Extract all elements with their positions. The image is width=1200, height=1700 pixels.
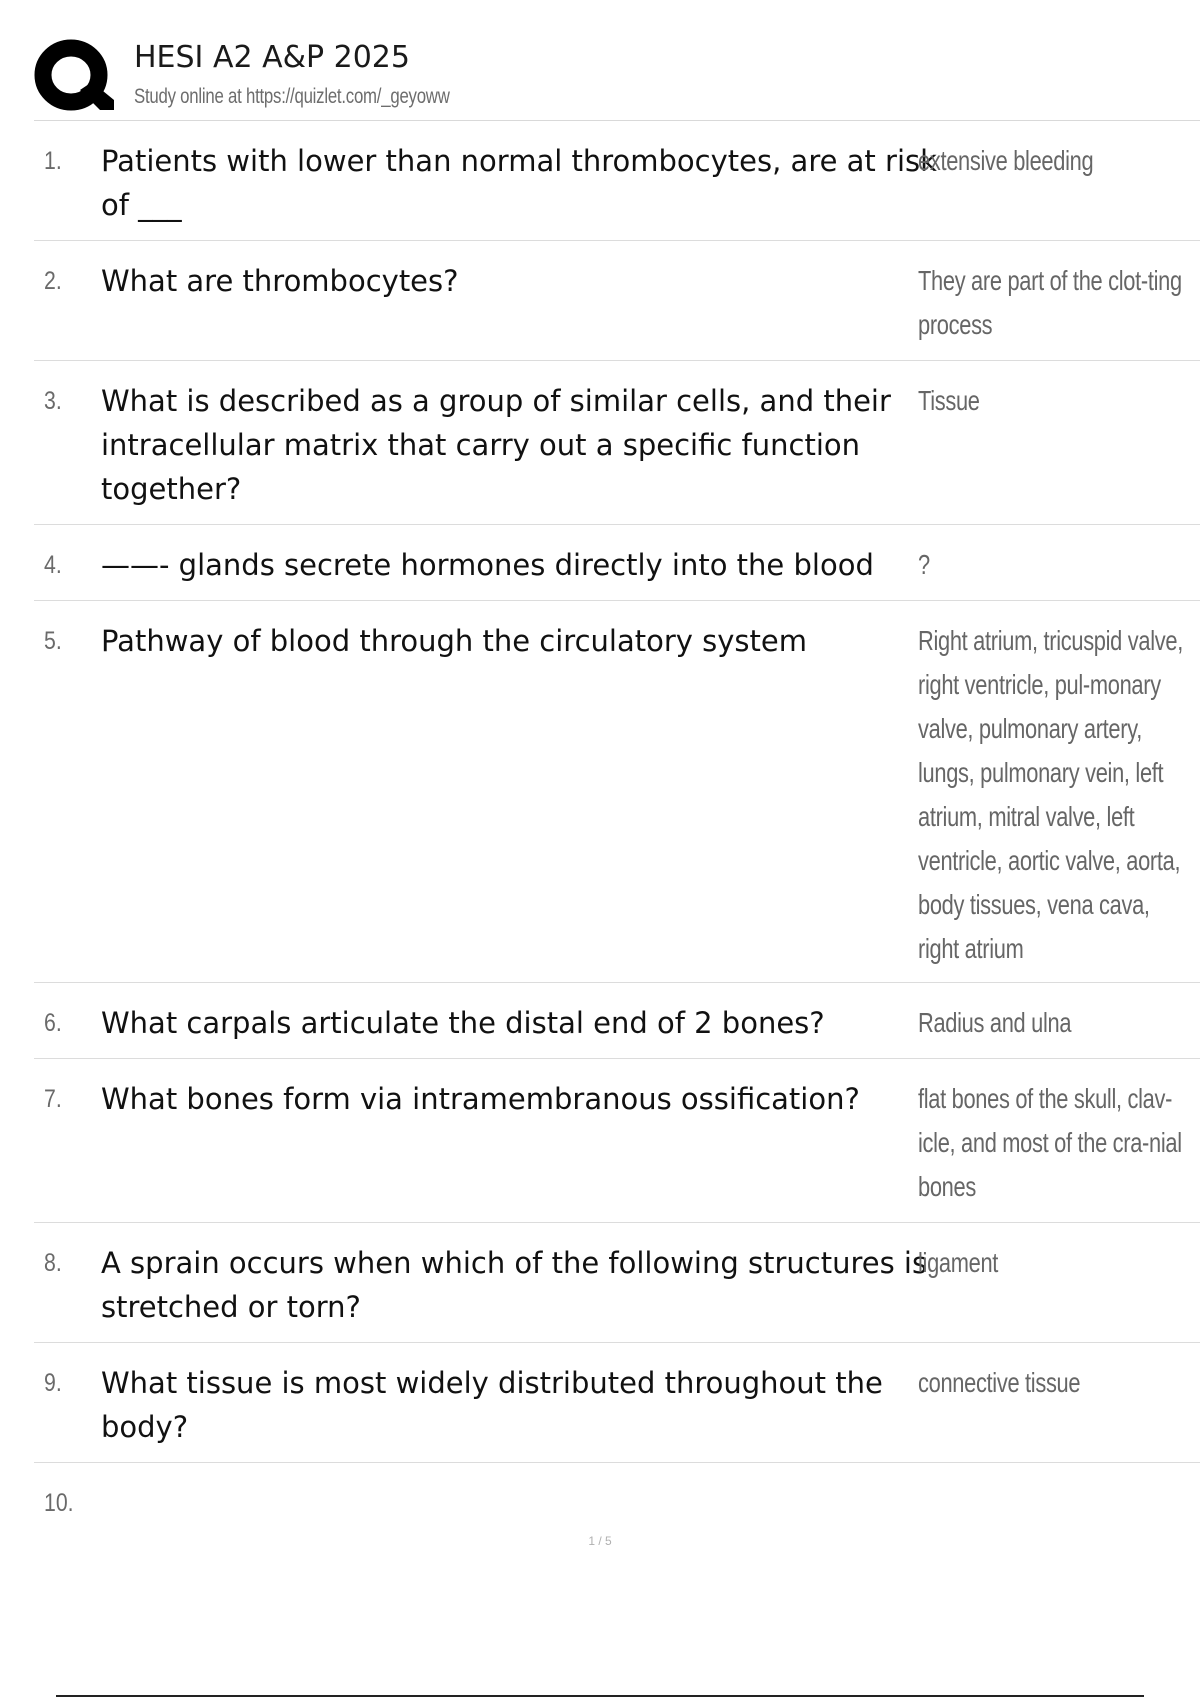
card-term: What bones form via intramembranous ossification?: [101, 1082, 860, 1116]
card-row: [34, 983, 1200, 1059]
card-number: 9.: [44, 1369, 62, 1397]
card-number: 8.: [44, 1249, 62, 1277]
card-number: 1.: [44, 147, 62, 175]
card-row: [34, 1463, 1200, 1533]
card-row: [34, 525, 1200, 601]
card-term: What are thrombocytes?: [101, 264, 459, 298]
card-term: Patients with lower than normal thrombocytes, are at risk of ___: [101, 144, 937, 222]
card-row: [34, 1343, 1200, 1463]
card-number: 4.: [44, 551, 62, 579]
card-number: 3.: [44, 387, 62, 415]
card-term: What is described as a group of similar cells, and their intracellular matrix that carry out a specific function together?: [101, 384, 891, 506]
card-number: 2.: [44, 267, 62, 295]
card-definition: ?: [918, 549, 930, 580]
card-term: Pathway of blood through the circulatory system: [101, 624, 807, 658]
card-term: What tissue is most widely distributed throughout the body?: [101, 1366, 883, 1444]
card-number: 5.: [44, 627, 62, 655]
card-definition: Right atrium, tricuspid valve, right ventricle, pul-monary valve, pulmonary artery, lungs, pulmonary vein, left atrium, mitral valve, left ventricle, aortic valve, aorta, body tissues, vena cava, right atrium: [918, 625, 1183, 964]
document-header: [34, 34, 1200, 121]
card-number: 7.: [44, 1085, 62, 1113]
card-row: [34, 121, 1200, 241]
card-row: [34, 361, 1200, 525]
card-row: [34, 241, 1200, 361]
card-definition: They are part of the clot-ting process: [918, 265, 1182, 340]
card-definition: connective tissue: [918, 1367, 1081, 1398]
bottom-divider: [56, 1695, 1144, 1697]
study-online-link-text: Study online at https://quizlet.com/_geyoww: [134, 85, 450, 108]
card-definition: extensive bleeding: [918, 145, 1094, 176]
card-row: [34, 1059, 1200, 1223]
page-number: 1 / 5: [588, 1534, 612, 1548]
card-term: ——- glands secrete hormones directly into the blood: [101, 548, 874, 582]
card-term: A sprain occurs when which of the following structures is stretched or torn?: [101, 1246, 928, 1324]
card-term: What carpals articulate the distal end of 2 bones?: [101, 1006, 825, 1040]
card-definition: Tissue: [918, 385, 980, 416]
card-row: [34, 601, 1200, 983]
card-definition: Radius and ulna: [918, 1007, 1072, 1038]
card-definition: flat bones of the skull, clav-icle, and most of the cra-nial bones: [918, 1083, 1182, 1202]
quizlet-q-logo-icon: [34, 38, 114, 116]
card-number: 10.: [44, 1489, 74, 1517]
card-row: [34, 1223, 1200, 1343]
page-title: HESI A2 A&P 2025: [134, 40, 410, 75]
card-definition: ligament: [918, 1247, 999, 1278]
card-number: 6.: [44, 1009, 62, 1037]
